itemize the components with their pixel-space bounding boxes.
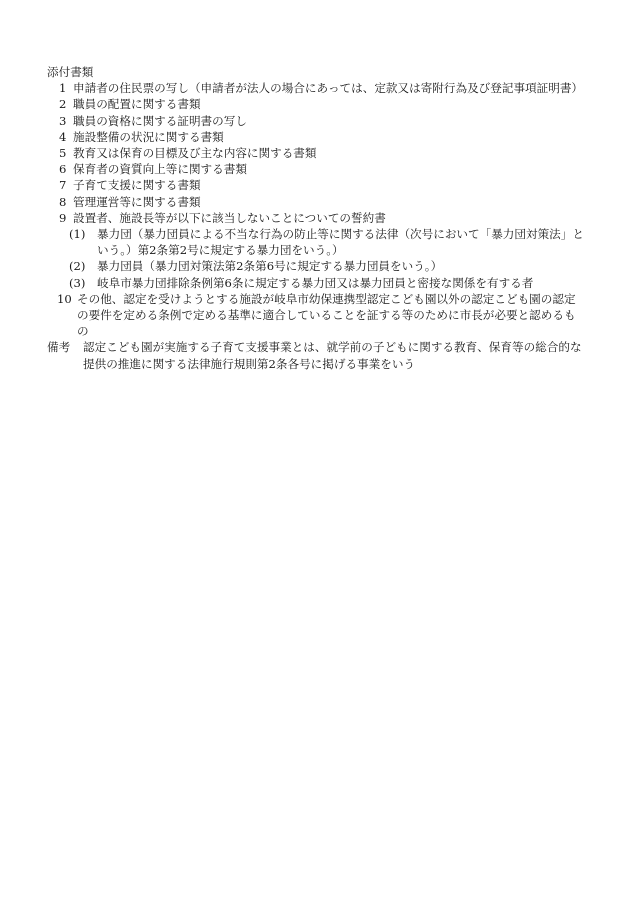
- sub-list-item: [47, 226, 587, 258]
- item-number: 10: [57, 291, 72, 306]
- item-text: 保育者の資質向上等に関する書類: [73, 162, 247, 177]
- remarks-text: 認定こども園が実施する子育て支援事業とは、就学前の子どもに関する教育、保育等の総合的な提供の推進に関する法律施行規則第2条各号に掲げる事業をいう: [83, 340, 582, 371]
- item-number: 1: [59, 81, 67, 96]
- item-text: 職員の配置に関する書類: [73, 97, 201, 112]
- item-number: 5: [59, 146, 67, 161]
- item-text: 施設整備の状況に関する書類: [73, 129, 224, 144]
- item-text: 管理運営等に関する書類: [73, 194, 201, 209]
- remarks: [47, 339, 587, 371]
- subitem-number: (2): [69, 259, 86, 274]
- section-heading: 添付書類: [47, 65, 94, 79]
- subitem-text: 岐阜市暴力団排除条例第6条に規定する暴力団又は暴力団員と密接な関係を有する者: [97, 275, 534, 290]
- list-item: [47, 96, 587, 112]
- item-number: 2: [59, 97, 67, 112]
- item-number: 7: [59, 178, 67, 193]
- item-number: 9: [59, 210, 67, 225]
- item-text: 職員の資格に関する証明書の写し: [73, 113, 247, 128]
- item-number: 4: [59, 129, 67, 144]
- item-text: 設置者、施設長等が以下に該当しないことについての誓約書: [73, 210, 386, 225]
- subitem-text: 暴力団（暴力団員による不当な行為の防止等に関する法律（次号において「暴力団対策法」という。）第2条第2号に規定する暴力団をいう。）: [97, 227, 584, 258]
- list-item: [47, 291, 587, 340]
- list-item: [47, 80, 587, 96]
- list-item: [47, 113, 587, 129]
- subitem-text: 暴力団員（暴力団対策法第2条第6号に規定する暴力団員をいう。）: [97, 259, 443, 274]
- item-number: 6: [59, 162, 67, 177]
- item-number: 8: [59, 194, 67, 209]
- item-number: 3: [59, 113, 67, 128]
- subitem-number: (3): [69, 275, 86, 290]
- attachment-list: [47, 64, 587, 372]
- subitem-number: (1): [69, 227, 86, 242]
- list-item: [47, 129, 587, 145]
- sub-list-item: [47, 258, 587, 274]
- list-item: [47, 161, 587, 177]
- list-item: [47, 210, 587, 226]
- list-item: [47, 177, 587, 193]
- list-item: [47, 194, 587, 210]
- item-text: その他、認定を受けようとする施設が岐阜市幼保連携型認定こども園以外の認定こども園の認定の要件を定める条例で定める基準に適合していることを証する等のために市長が必要と認めるもの: [77, 291, 576, 339]
- list-item: [47, 145, 587, 161]
- remarks-label: 備考: [47, 340, 71, 355]
- item-text: 子育て支援に関する書類: [73, 178, 201, 193]
- item-text: 申請者の住民票の写し（申請者が法人の場合にあっては、定款又は寄附行為及び登記事項証明書）: [73, 81, 584, 96]
- sub-list-item: [47, 275, 587, 291]
- item-text: 教育又は保育の目標及び主な内容に関する書類: [73, 146, 317, 161]
